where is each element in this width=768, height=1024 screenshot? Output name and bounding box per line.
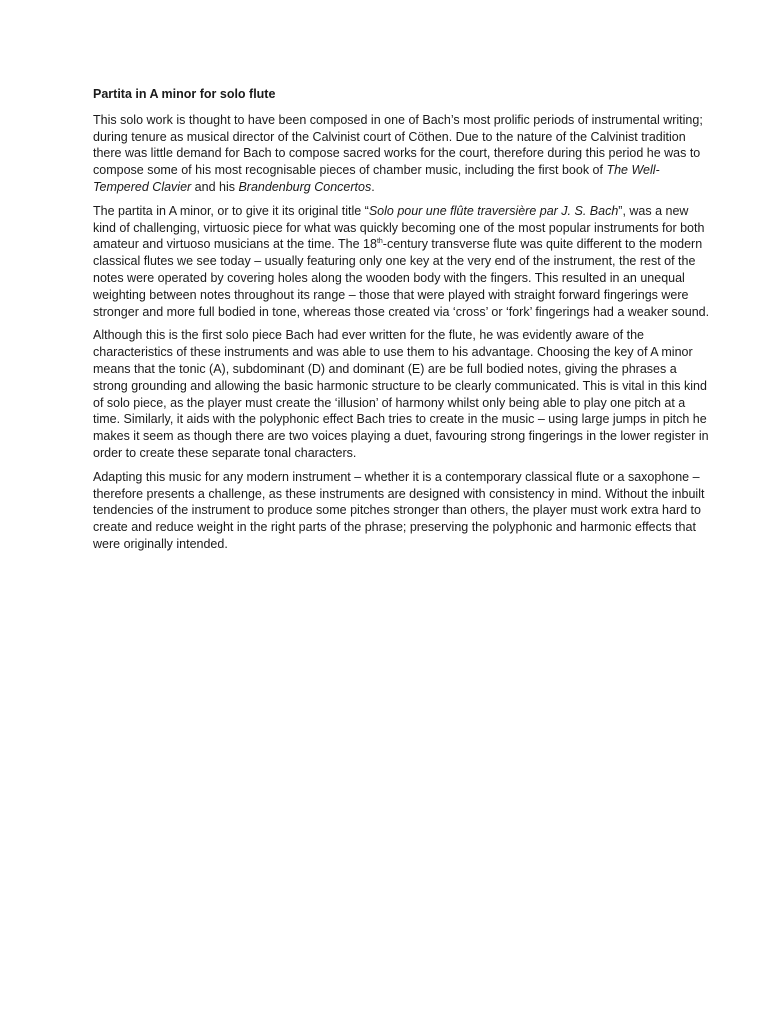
paragraph-1-text-a: This solo work is thought to have been composed in one of Bach’s most prolific periods of instrumental writing; during tenure as musical director of the Calvinist court of Cöthen. Due to the nature of the Calvinist tradition there was little demand for Bach to compose sacred works for the court, therefore during this period he was to compose some of his most recognisable pieces of chamber music, including the first book of — [93, 112, 703, 178]
paragraph-2-text-b: ”, was a new kind of challenging, virtuosic piece for what was quickly becoming one of the most popular instruments for both amateur and virtuoso musicians at the time. The 18 — [93, 203, 705, 252]
paragraph-4: Adapting this music for any modern instrument – whether it is a contemporary classical flute or a saxophone – therefore presents a challenge, as these instruments are designed with consistency in mind. Without the inbuilt tendencies of the instrument to produce some pitches stronger than others, the player must work extra hard to create and reduce weight in the right parts of the phrase; preserving the polyphonic and harmonic effects that were originally intended. — [93, 469, 705, 551]
ordinal-superscript: th — [376, 238, 383, 246]
paragraph-1-text-c: . — [371, 179, 375, 194]
paragraph-2-italic-1: Solo pour une flûte traversière par J. S. Bach — [368, 203, 619, 218]
paragraph-1 — [93, 112, 711, 196]
paragraph-2-text-c: -century transverse flute was quite different to the modern classical flutes we see today – usually featuring only one key at the very end of the instrument, the rest of the notes were operated by covering holes along the wooden body with the fingers. This resulted in an unequal weighting between notes throughout its range – those that were played with straight forward fingerings were stronger and more full bodied in tone, whereas those created via ‘cross’ or ‘fork’ fingerings had a weaker sound. — [93, 237, 710, 319]
paragraph-1-italic-2: Brandenburg Concertos — [238, 179, 372, 194]
paragraph-3: Although this is the first solo piece Bach had ever written for the flute, he was evidently aware of the characteristics of these instruments and was able to use them to his advantage. Choosing the key of A minor means that the tonic (A), subdominant (D) and dominant (E) are be full bodied notes, giving the phrases a strong grounding and allowing the basic harmonic structure to be clearly communicated. This is vital in this kind of solo piece, as the player must create the ‘illusion’ of harmony whilst only being able to play one pitch at a time. Similarly, it aids with the polyphonic effect Bach tries to create in the music – using large jumps in pitch he makes it seem as though there are two voices playing a duet, favouring strong fingerings in the lower register in order to create these separate tonal characters. — [93, 328, 709, 460]
document-title: Partita in A minor for solo flute — [93, 87, 276, 101]
paragraph-2-text-a: The partita in A minor, or to give it its original title “ — [93, 203, 369, 218]
paragraph-2 — [93, 203, 711, 321]
document-page — [93, 86, 711, 560]
paragraph-1-italic-1: The Well-Tempered Clavier — [93, 163, 660, 194]
paragraph-1-text-b: and his — [191, 179, 239, 194]
